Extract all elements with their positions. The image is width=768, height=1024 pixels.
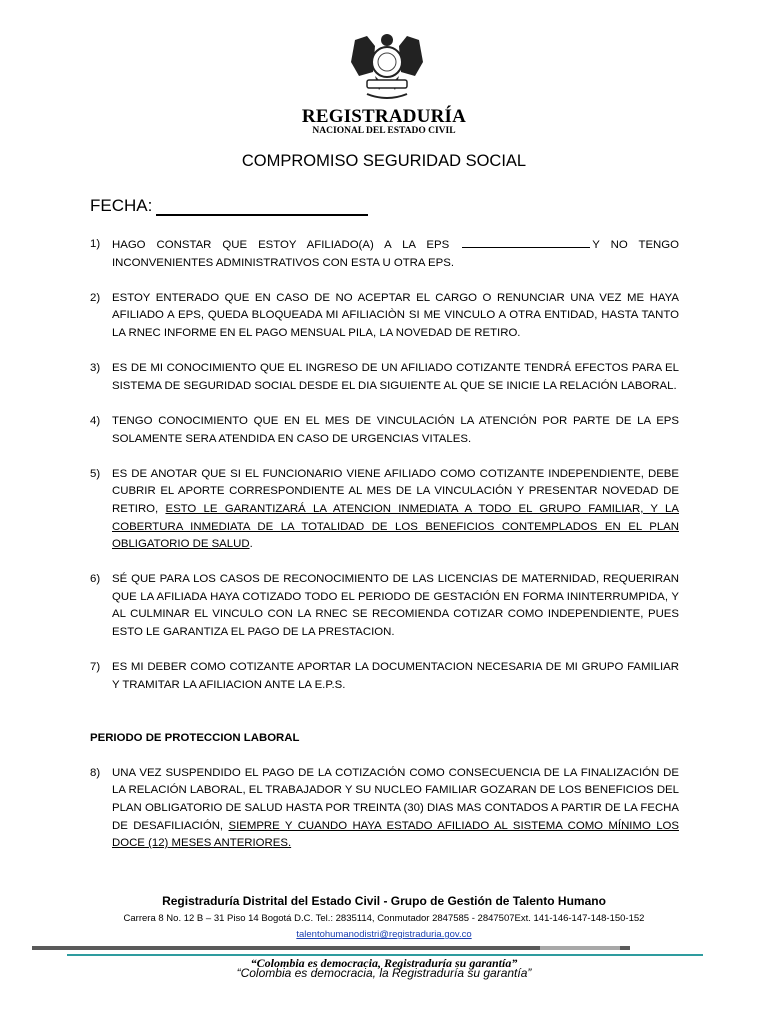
- clause-number: 2): [90, 291, 101, 304]
- clause-text: TENGO CONOCIMIENTO QUE EN EL MES DE VINCULACIÓN LA ATENCIÓN POR PARTE DE LA EPS SOLAMENTE SERA ATENDIDA EN CASO DE URGENCIAS VITALES.: [112, 414, 679, 445]
- org-subtitle: NACIONAL DEL ESTADO CIVIL: [312, 126, 456, 136]
- footer-email-link[interactable]: talentohumanodistri@registraduria.gov.co: [296, 929, 472, 940]
- document-title: COMPROMISO SEGURIDAD SOCIAL: [241, 152, 527, 170]
- section-title: PERIODO DE PROTECCION LABORAL: [90, 731, 300, 744]
- clause-text: Y NO TENGO INCONVENIENTES ADMINISTRATIVOS CON ESTA U OTRA EPS.: [112, 239, 679, 269]
- fecha-blank: [156, 198, 368, 216]
- clause-text: UNA VEZ SUSPENDIDO EL PAGO DE LA COTIZACIÓN COMO CONSECUENCIA DE LA FINALIZACIÓN DE LA RELACIÓN LABORAL, EL TRABAJADOR Y SU NUCLEO FAMILIAR GOZARAN DE LOS BENEFICIOS DEL PLAN OBLIGATORIO DE SALUD HASTA POR TREINTA (30) DIAS MAS CONTADOS A PARTIR DE LA FECHA DE DESAFILIACIÓN,: [112, 766, 679, 832]
- clause-text: .: [249, 538, 253, 551]
- footer-address: Carrera 8 No. 12 B – 31 Piso 14 Bogotá D.C. Tel.: 2835114, Conmutador 2847585 - 2847507Ext. 141-146-147-148-150-152: [123, 913, 645, 924]
- clause-number: 7): [90, 661, 101, 674]
- clause-1: [90, 236, 679, 272]
- motto-text-overlay: “Colombia es democracia, la Registraduría su garantía”: [236, 966, 532, 980]
- eps-blank: [462, 236, 590, 248]
- clause-2: [90, 290, 679, 343]
- coat-of-arms-icon: [345, 32, 429, 106]
- clause-8: [90, 765, 679, 853]
- clause-number: 3): [90, 362, 101, 375]
- clause-text: HAGO CONSTAR QUE ESTOY AFILIADO(A) A LA EPS: [112, 239, 450, 251]
- clause-number: 1): [90, 238, 101, 250]
- clause-4: [90, 413, 679, 448]
- clause-underlined-text: SIEMPRE Y CUANDO HAYA ESTADO AFILIADO AL SISTEMA COMO MÍNIMO LOS DOCE (12) MESES ANTERIORES.: [112, 819, 679, 850]
- clause-text: ES MI DEBER COMO COTIZANTE APORTAR LA DOCUMENTACION NECESARIA DE MI GRUPO FAMILIAR Y TRAMITAR LA AFILIACION ANTE LA E.P.S.: [112, 661, 679, 691]
- clause-5: [90, 466, 679, 554]
- clause-text: ES DE MI CONOCIMIENTO QUE EL INGRESO DE UN AFILIADO COTIZANTE TENDRÁ EFECTOS PARA EL SISTEMA DE SEGURIDAD SOCIAL DESDE EL DIA SIGUIENTE AL QUE SE INICIE LA RELACIÓN LABORAL.: [112, 362, 679, 392]
- footer-divider-accent: [540, 946, 620, 950]
- clauses-list: [90, 236, 679, 853]
- fecha-label: FECHA:: [90, 196, 153, 215]
- clause-6: [90, 571, 679, 641]
- clause-text: ESTOY ENTERADO QUE EN CASO DE NO ACEPTAR EL CARGO O RENUNCIAR UNA VEZ ME HAYA AFILIADO A EPS, QUEDA BLOQUEADA MI AFILIACIÒN SI ME VINCULO A OTRA ENTIDAD, HASTA TANTO LA RNEC INFORME EN EL PAGO MENSUAL PILA, LA NOVEDAD DE RETIRO.: [112, 291, 679, 339]
- footer-org: Registraduría Distrital del Estado Civil - Grupo de Gestión de Talento Humano: [162, 894, 606, 908]
- clause-number: 4): [90, 414, 101, 427]
- footer-motto: [0, 954, 768, 984]
- clause-number: 6): [90, 573, 101, 586]
- org-name: REGISTRADURÍA: [301, 106, 467, 127]
- clause-number: 8): [90, 766, 101, 779]
- fecha-line: [90, 196, 368, 216]
- clause-3: [90, 360, 679, 395]
- clause-underlined-text: ESTO LE GARANTIZARÁ LA ATENCION INMEDIATA A TODO EL GRUPO FAMILIAR, Y LA COBERTURA INMEDIATA DE LA TOTALIDAD DE LOS BENEFICIOS CONTEMPLADOS EN EL PLAN OBLIGATORIO DE SALUD: [112, 502, 679, 551]
- clause-7: [90, 659, 679, 694]
- clause-number: 5): [90, 467, 101, 480]
- clause-text: ES DE ANOTAR QUE SI EL FUNCIONARIO VIENE AFILIADO COMO COTIZANTE INDEPENDIENTE, DEBE CUBRIR EL APORTE CORRESPONDIENTE AL MES DE LA VINCULACIÓN Y PRESENTAR NOVEDAD DE RETIRO,: [112, 467, 679, 515]
- motto-text: “Colombia es democracia, Registraduría su garantía”: [250, 956, 518, 970]
- clause-text: SÉ QUE PARA LOS CASOS DE RECONOCIMIENTO DE LAS LICENCIAS DE MATERNIDAD, REQUERIRAN QUE LA AFILIADA HAYA COTIZADO TODO EL PERIODO DE GESTACIÓN EN FORMA ININTERRUMPIDA, Y AL CULMINAR EL VINCULO CON LA RNEC SE RECOMIENDA COTIZAR COMO INDEPENDIENTE, PUES ESTO LE GARANTIZA EL PAGO DE LA PRESTACION.: [112, 573, 679, 639]
